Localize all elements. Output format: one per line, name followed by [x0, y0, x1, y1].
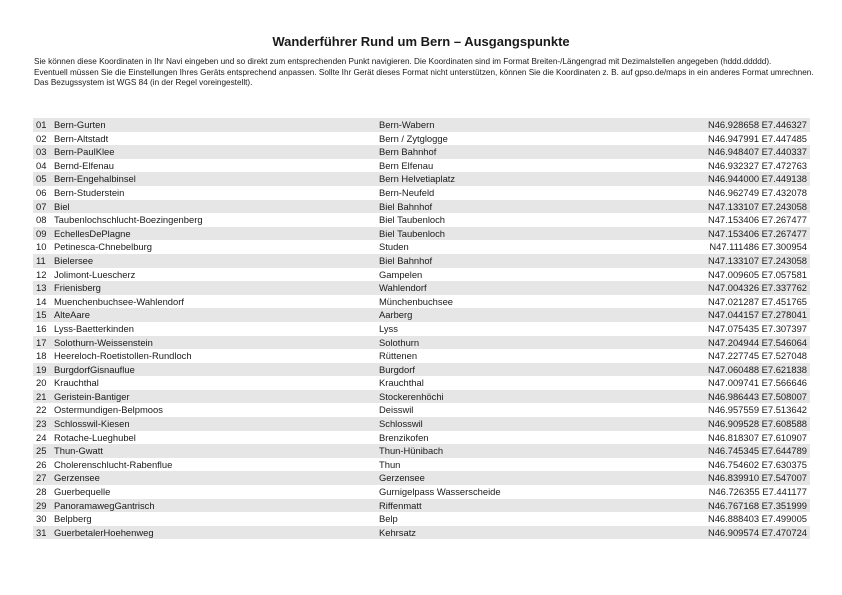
table-row [33, 172, 810, 186]
table-row [33, 417, 810, 431]
table-row [33, 431, 810, 445]
route-number: 05 [36, 173, 47, 185]
route-number: 17 [36, 336, 47, 348]
coordinates: N47.204944 E7.546064 [707, 336, 807, 348]
route-name: Biel [54, 200, 70, 212]
route-name: Bielersee [54, 254, 94, 266]
table-row [33, 444, 810, 458]
coordinates: N47.009741 E7.566646 [707, 377, 807, 389]
start-point: Münchenbuchsee [379, 295, 454, 307]
route-number: 27 [36, 472, 47, 484]
route-name: Bern-PaulKlee [54, 146, 115, 158]
route-number: 07 [36, 200, 47, 212]
table-row [33, 200, 810, 214]
coordinates: N47.004326 E7.337762 [707, 282, 807, 294]
route-name: Gerzensee [54, 472, 100, 484]
table-row [33, 376, 810, 390]
start-point: Studen [379, 241, 409, 253]
coordinates: N46.909574 E7.470724 [707, 526, 807, 538]
start-point: Gampelen [379, 268, 423, 280]
table-row [33, 322, 810, 336]
start-point: Krauchthal [379, 377, 424, 389]
route-name: Bern-Studerstein [54, 186, 125, 198]
route-name: AlteAare [54, 309, 90, 321]
table-row [33, 295, 810, 309]
route-name: Bern-Altstadt [54, 132, 109, 144]
route-number: 03 [36, 146, 47, 158]
coordinates: N47.133107 E7.243058 [707, 254, 807, 266]
start-point: Biel Bahnhof [379, 200, 433, 212]
table-row [33, 499, 810, 513]
route-number: 13 [36, 282, 47, 294]
route-number: 29 [36, 499, 47, 511]
route-name: Frienisberg [54, 282, 101, 294]
start-point: Kehrsatz [379, 526, 416, 538]
route-number: 04 [36, 159, 47, 171]
start-point: Schlosswil [379, 418, 423, 430]
route-number: 22 [36, 404, 47, 416]
start-point: Solothurn [379, 336, 420, 348]
coordinates: N46.839910 E7.547007 [707, 472, 807, 484]
route-number: 09 [36, 227, 47, 239]
start-point: Thun [379, 458, 401, 470]
route-number: 19 [36, 363, 47, 375]
table-row [33, 485, 810, 499]
table-row [33, 363, 810, 377]
coordinates: N47.044157 E7.278041 [707, 309, 807, 321]
route-name: Belpberg [54, 513, 92, 525]
table-row [33, 281, 810, 295]
coordinates: N47.060488 E7.621838 [707, 363, 807, 375]
start-point: Aarberg [379, 309, 413, 321]
route-number: 25 [36, 445, 47, 457]
route-number: 15 [36, 309, 47, 321]
start-point: Gerzensee [379, 472, 425, 484]
table-row [33, 186, 810, 200]
start-point: Riffenmatt [379, 499, 422, 511]
route-number: 10 [36, 241, 47, 253]
coordinates: N47.075435 E7.307397 [707, 322, 807, 334]
route-number: 28 [36, 486, 47, 498]
route-name: Heereloch-Roetistollen-Rundloch [54, 350, 192, 362]
coordinates: N46.745345 E7.644789 [707, 445, 807, 457]
table-row [33, 213, 810, 227]
table-row [33, 390, 810, 404]
route-name: Lyss-Baetterkinden [54, 322, 134, 334]
page-title: Wanderführer Rund um Bern – Ausgangspunkte [272, 34, 570, 49]
route-name: Thun-Gwatt [54, 445, 103, 457]
coordinates: N46.962749 E7.432078 [707, 186, 807, 198]
start-point: Belp [379, 513, 398, 525]
route-number: 08 [36, 214, 47, 226]
start-point: Biel Taubenloch [379, 227, 446, 239]
route-number: 18 [36, 350, 47, 362]
coordinates: N46.944000 E7.449138 [707, 173, 807, 185]
coordinates: N46.818307 E7.610907 [707, 431, 807, 443]
start-point: Thun-Hünibach [379, 445, 444, 457]
start-point: Bern Helvetiaplatz [379, 173, 456, 185]
coordinates: N46.726355 E7.441177 [708, 486, 807, 498]
start-point: Bern Elfenau [379, 159, 434, 171]
coordinates: N46.947991 E7.447485 [707, 132, 807, 144]
route-table [33, 118, 810, 539]
coordinates: N46.909528 E7.608588 [707, 418, 807, 430]
table-row [33, 308, 810, 322]
route-number: 30 [36, 513, 47, 525]
start-point: Lyss [379, 322, 398, 334]
route-number: 11 [36, 254, 46, 266]
intro-text [34, 57, 814, 89]
route-number: 12 [36, 268, 47, 280]
table-row [33, 132, 810, 146]
intro-paragraph: Eventuell müssen Sie die Einstellungen Ihres Geräts entsprechend anpassen. Sollte Ihr Gerät dieses Format nicht unterstützen, können Sie die Koordinaten z. B. auf gpso.de/maps in ein anderes Format umrechnen. Das Bezugssystem ist WGS 84 (in der Regel voreingestellt). [34, 67, 814, 88]
start-point: Bern Bahnhof [379, 146, 437, 158]
start-point: Stockerenhöchi [379, 390, 444, 402]
route-name: Schlosswil-Kiesen [54, 418, 130, 430]
route-number: 23 [36, 418, 47, 430]
table-row [33, 458, 810, 472]
start-point: Bern-Wabern [379, 119, 435, 130]
route-name: Cholerenschlucht-Rabenflue [54, 458, 173, 470]
coordinates: N47.111486 E7.300954 [709, 241, 807, 253]
table-row [33, 471, 810, 485]
route-number: 20 [36, 377, 47, 389]
coordinates: N46.928658 E7.446327 [707, 119, 807, 130]
start-point: Wahlendorf [379, 282, 427, 294]
coordinates: N46.767168 E7.351999 [707, 499, 807, 511]
route-name: Ostermundigen-Belpmoos [54, 404, 163, 416]
start-point: Brenzikofen [379, 431, 429, 443]
table-row [33, 336, 810, 350]
route-name: Bern-Gurten [54, 119, 106, 130]
table-row [33, 240, 810, 254]
table-row [33, 403, 810, 417]
table-row [33, 526, 810, 540]
table-row [33, 268, 810, 282]
route-name: GuerbetalerHoehenweg [54, 526, 154, 538]
start-point: Biel Bahnhof [379, 254, 433, 266]
coordinates: N47.153406 E7.267477 [707, 214, 807, 226]
route-number: 02 [36, 132, 47, 144]
route-number: 14 [36, 295, 47, 307]
coordinates: N46.948407 E7.440337 [707, 146, 807, 158]
route-number: 26 [36, 458, 47, 470]
route-name: Taubenlochschlucht-Boezingenberg [54, 214, 203, 226]
start-point: Bern-Neufeld [379, 186, 435, 198]
start-point: Burgdorf [379, 363, 415, 375]
coordinates: N47.227745 E7.527048 [707, 350, 807, 362]
route-name: EchellesDePlagne [54, 227, 131, 239]
route-number: 06 [36, 186, 47, 198]
table-row [33, 349, 810, 363]
start-point: Bern / Zytglogge [379, 132, 448, 144]
table-row [33, 512, 810, 526]
table-row [33, 145, 810, 159]
start-point: Deisswil [379, 404, 414, 416]
route-name: Jolimont-Luescherz [54, 268, 136, 280]
route-name: Bernd-Elfenau [54, 159, 114, 171]
route-number: 16 [36, 322, 47, 334]
coordinates: N46.986443 E7.508007 [707, 390, 807, 402]
intro-paragraph: Sie können diese Koordinaten in Ihr Navi eingeben und so direkt zum entsprechenden Punkt navigieren. Die Koordinaten sind im Format Breiten-/Längengrad mit Dezimalstellen angegeben (hddd.ddddd). [34, 57, 772, 66]
coordinates: N47.153406 E7.267477 [707, 227, 807, 239]
coordinates: N47.133107 E7.243058 [707, 200, 807, 212]
route-number: 01 [36, 119, 47, 130]
route-name: Petinesca-Chnebelburg [54, 241, 152, 253]
start-point: Rüttenen [379, 350, 418, 362]
table-row [33, 227, 810, 241]
start-point: Biel Taubenloch [379, 214, 446, 226]
coordinates: N46.888403 E7.499005 [707, 513, 807, 525]
route-name: Solothurn-Weissenstein [54, 336, 153, 348]
route-name: Bern-Engehalbinsel [54, 173, 136, 185]
route-number: 24 [36, 431, 47, 443]
start-point: Gurnigelpass Wasserscheide [379, 486, 501, 498]
table-row [33, 118, 810, 132]
route-name: BurgdorfGisnauflue [54, 363, 135, 375]
route-name: PanoramawegGantrisch [54, 499, 155, 511]
route-name: Rotache-Lueghubel [54, 431, 136, 443]
route-name: Muenchenbuchsee-Wahlendorf [54, 295, 184, 307]
route-number: 31 [36, 526, 47, 538]
route-number: 21 [36, 390, 47, 402]
route-name: Guerbequelle [54, 486, 111, 498]
coordinates: N46.957559 E7.513642 [707, 404, 807, 416]
table-row [33, 254, 810, 268]
route-name: Krauchthal [54, 377, 99, 389]
route-name: Geristein-Bantiger [54, 390, 130, 402]
table-row [33, 159, 810, 173]
coordinates: N46.932327 E7.472763 [707, 159, 807, 171]
coordinates: N47.009605 E7.057581 [707, 268, 807, 280]
coordinates: N46.754602 E7.630375 [707, 458, 807, 470]
coordinates: N47.021287 E7.451765 [707, 295, 807, 307]
